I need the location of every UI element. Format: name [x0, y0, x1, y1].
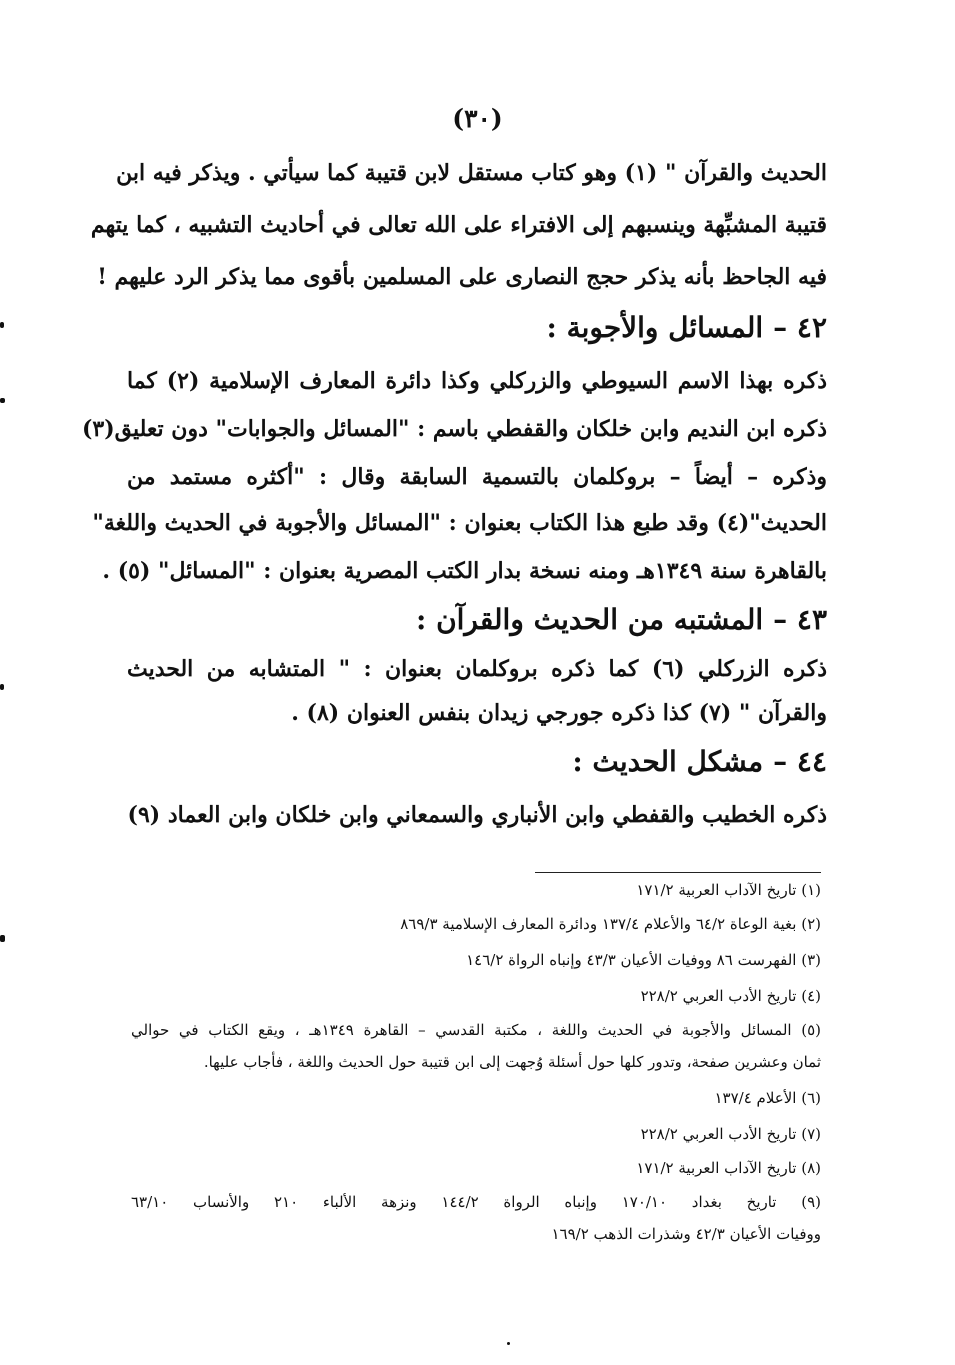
footnote-9: (٩) تاريخ بغداد ١٧٠/١٠ وإنباه الرواة ١٤٤/٢ ونزهة الألباء ٢١٠ والأنساب ٦٣/١٠	[131, 1193, 821, 1211]
section-42-heading	[127, 310, 827, 350]
footnote-7: (٧) تاريخ الأدب العربي ٢٢٨/٢	[640, 1125, 821, 1143]
section-43-heading	[127, 602, 827, 642]
section-44-heading	[127, 744, 827, 784]
section-42-line-2: ذكره ابن النديم وابن خلكان والقفطي باسم : "المسائل والجوابات" دون تعليق(٣)	[81, 416, 827, 442]
footnote-5-continued: ثمان وعشرين صفحة، وتدور كلها حول أسئلة وُجهت إلى ابن قتيبة حول الحديث واللغة ، فأجاب عليها.	[203, 1053, 821, 1071]
section-42-line-5: بالقاهرة سنة ١٣٤٩هـ ومنه نسخة بدار الكتب المصرية بعنوان : "المسائل" (٥) .	[102, 558, 827, 584]
scan-speck	[0, 398, 5, 403]
section-42-line-3: وذكره – أيضاً – بروكلمان بالتسمية السابقة وقال : "أكثره مستمد من	[127, 464, 827, 490]
section-42-line-1: ذكره بهذا الاسم السيوطي والزركلي وكذا دائرة المعارف الإسلامية (٢) كما	[127, 368, 827, 394]
scan-speck	[507, 1342, 510, 1345]
section-43-line-1: ذكره الزركلي (٦) كما ذكره بروكلمان بعنوان : " المتشابه من الحديث	[127, 656, 827, 682]
section-44-title: مشكل الحديث :	[572, 745, 764, 778]
footnote-8: (٨) تاريخ الآداب العربية ١٧١/٢	[636, 1159, 821, 1177]
footnote-3: (٣) الفهرست ٨٦ ووفيات الأعيان ٤٣/٣ وإنباه الرواة ١٤٦/٢	[466, 951, 821, 969]
section-44-line-1: ذكره الخطيب والقفطي وابن الأنباري والسمعاني وابن خلكان وابن العماد (٩)	[127, 802, 827, 828]
section-43-title: المشتبه من الحديث والقرآن :	[415, 603, 764, 636]
scan-speck	[0, 322, 4, 328]
scan-speck	[0, 935, 5, 942]
body-line-1: الحديث والقرآن " (١) وهو كتاب مستقل لابن قتيبة كما سيأتي . ويذكر فيه ابن	[116, 160, 827, 186]
footnote-separator	[535, 872, 821, 873]
footnote-4: (٤) تاريخ الأدب العربي ٢٢٨/٢	[640, 987, 821, 1005]
scan-speck	[0, 684, 4, 690]
footnote-5: (٥) المسائل والأجوبة في الحديث واللغة ، مكتبة القدسي – القاهرة ١٣٤٩هـ ، ويقع الكتاب في حوالي	[131, 1021, 821, 1039]
page-number: (٣٠)	[452, 104, 503, 133]
footnote-9-continued: ووفيات الأعيان ٤٢/٣ وشذرات الذهب ١٦٩/٢	[551, 1225, 821, 1243]
body-line-2: قتيبة المشبِّهة وينسبهم إلى الافتراء على الله تعالى في أحاديث التشبيه ، كما يتهم	[90, 212, 827, 238]
footnote-6: (٦) الأعلام ١٣٧/٤	[714, 1089, 821, 1107]
body-line-3: فيه الجاحظ بأنه يذكر حجج النصارى على المسلمين بأقوى مما يذكر الرد عليهم !	[97, 264, 827, 290]
footnote-1: (١) تاريخ الآداب العربية ١٧١/٢	[636, 881, 821, 899]
section-44-number: ٤٤ –	[773, 745, 827, 778]
section-42-title: المسائل والأجوبة :	[546, 311, 764, 344]
footnote-2: (٢) بغية الوعاة ٦٤/٢ والأعلام ١٣٧/٤ ودائرة المعارف الإسلامية ٨٦٩/٣	[400, 915, 821, 933]
section-42-number: ٤٢ –	[773, 311, 827, 344]
section-42-line-4: الحديث"(٤) وقد طبع هذا الكتاب بعنوان : "المسائل والأجوبة في الحديث واللغة"	[92, 510, 827, 536]
section-43-line-2: والقرآن " (٧) كذا ذكره جورجي زيدان بنفس العنوان (٨) .	[291, 700, 827, 726]
section-43-number: ٤٣ –	[773, 603, 827, 636]
